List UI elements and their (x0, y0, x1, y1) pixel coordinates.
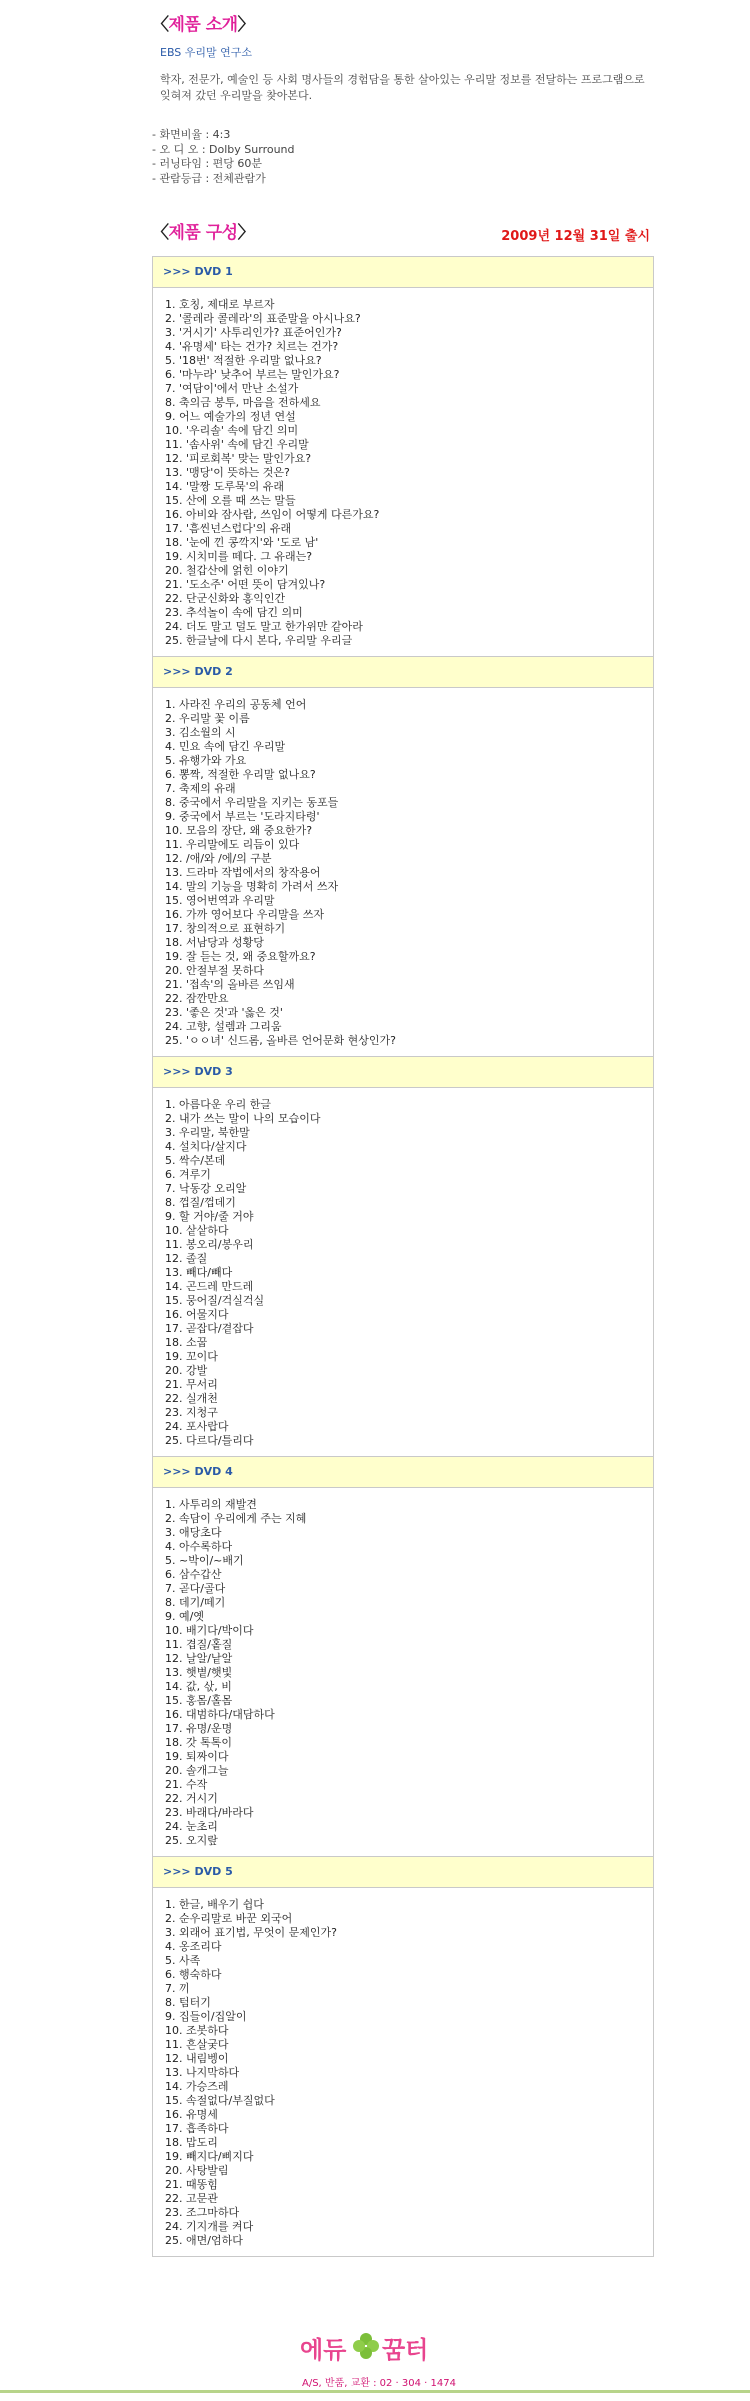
producer-name: EBS 우리말 연구소 (160, 46, 253, 59)
episode-list (153, 688, 653, 1056)
list-item: 6. 뽕짝, 적절한 우리말 없나요? (165, 768, 316, 781)
list-item: 23. 지청구 (165, 1406, 218, 1419)
list-item: 23. '좋은 것'과 '옳은 것' (165, 1006, 283, 1019)
edukkumteo-logo (296, 2328, 456, 2368)
list-item: 8. 축의금 봉투, 마음을 전하세요 (165, 396, 321, 409)
list-item: 24. 눈초리 (165, 1820, 218, 1833)
dvd-section (152, 256, 654, 657)
list-item: 25. 한글날에 다시 본다, 우리말 우리글 (165, 634, 353, 647)
list-item: 8. 텀터기 (165, 1996, 211, 2009)
list-item: 16. 아비와 잠사람, 쓰임이 어떻게 다른가요? (165, 508, 380, 521)
list-item: 11. 겹질/홑질 (165, 1638, 233, 1651)
list-item: 1. 아름다운 우리 한글 (165, 1098, 271, 1111)
list-item: 8. 껍질/껍데기 (165, 1196, 236, 1209)
logo-text-left: 에듀 (300, 2336, 347, 2364)
list-item: 10. '우리솔' 속에 담긴 의미 (165, 424, 299, 437)
list-item: 14. '말짱 도루묵'의 유래 (165, 480, 285, 493)
list-item: 4. '유명세' 타는 건가? 치르는 건가? (165, 340, 339, 353)
list-item: 14. 값, 삯, 비 (165, 1680, 232, 1693)
list-item: 10. 배기다/박이다 (165, 1624, 254, 1637)
list-item: 6. 겨루기 (165, 1168, 211, 1181)
list-item: 20. 사탕발림 (165, 2164, 229, 2177)
dvd-heading: >>> DVD 1 (153, 257, 653, 288)
list-item: 7. 낙동강 오리알 (165, 1182, 247, 1195)
list-item: 15. 산에 오를 때 쓰는 말들 (165, 494, 296, 507)
list-item: 6. 행숙하다 (165, 1968, 222, 1981)
list-item: 20. 솔개그늘 (165, 1764, 229, 1777)
dvd-heading: >>> DVD 4 (153, 1457, 653, 1488)
list-item: 7. 끼 (165, 1982, 190, 1995)
intro-title: 〈제품 소개〉 (152, 15, 255, 35)
list-item: 1. 한글, 배우기 쉽다 (165, 1898, 264, 1911)
spec-aspect-ratio: - 화면비율 : 4:3 (152, 128, 231, 141)
list-item: 3. 우리말, 북한말 (165, 1126, 250, 1139)
list-item: 15. 속절없다/부질없다 (165, 2094, 275, 2107)
list-item: 22. 단군신화와 홍익인간 (165, 592, 286, 605)
list-item: 9. 할 거야/줄 거야 (165, 1210, 254, 1223)
list-item: 22. 고문관 (165, 2192, 218, 2205)
list-item: 20. 안절부절 못하다 (165, 964, 264, 977)
list-item: 18. '눈에 낀 콩깍지'와 '도로 남' (165, 536, 319, 549)
bracket-right-icon: 〉 (237, 223, 255, 243)
list-item: 16. 대범하다/대담하다 (165, 1708, 275, 1721)
clover-icon (353, 2333, 379, 2359)
spec-running-time: - 러닝타임 : 편당 60분 (152, 157, 263, 170)
list-item: 2. 순우리말로 바꾼 외국어 (165, 1912, 293, 1925)
list-item: 6. 삼수갑산 (165, 1568, 222, 1581)
list-item: 22. 거시기 (165, 1792, 218, 1805)
list-item: 3. '거시기' 사투리인가? 표준어인가? (165, 326, 342, 339)
bracket-right-icon: 〉 (237, 15, 255, 35)
footer-contact: A/S, 반품, 교환 : 02 · 304 · 1474 (302, 2378, 456, 2389)
list-item: 16. 유명세 (165, 2108, 218, 2121)
list-item: 12. '피로회복' 맞는 말인가요? (165, 452, 312, 465)
list-item: 25. 다르다/틀리다 (165, 1434, 254, 1447)
list-item: 24. 고향, 설렘과 그리움 (165, 1020, 282, 1033)
list-item: 5. 싹수/본데 (165, 1154, 226, 1167)
dvd-section (152, 1857, 654, 2257)
list-item: 10. 모음의 장단, 왜 중요한가? (165, 824, 313, 837)
spec-list (152, 128, 295, 186)
list-item: 14. 말의 기능을 명확히 가려서 쓰자 (165, 880, 339, 893)
dvd-section (152, 1057, 654, 1457)
list-item: 11. 흔살궂다 (165, 2038, 229, 2051)
list-item: 5. 사족 (165, 1954, 201, 1967)
list-item: 13. 드라마 작법에서의 창작용어 (165, 866, 321, 879)
spec-audio: - 오 디 오 : Dolby Surround (152, 142, 295, 156)
dvd-heading: >>> DVD 2 (153, 657, 653, 688)
list-item: 3. 외래어 표기법, 무엇이 문제인가? (165, 1926, 337, 1939)
list-item: 24. 포사랍다 (165, 1420, 229, 1433)
list-item: 15. 홍몸/홀몸 (165, 1694, 233, 1707)
list-item: 9. 중국에서 부르는 '도라지타령' (165, 810, 320, 823)
list-item: 14. 가승즈레 (165, 2080, 229, 2093)
logo-text-right: 꿈터 (382, 2336, 429, 2364)
list-item: 18. 갓 톡톡이 (165, 1736, 232, 1749)
list-item: 4. 아수록하다 (165, 1540, 233, 1553)
list-item: 10. 샅샅하다 (165, 1224, 229, 1237)
list-item: 8. 중국에서 우리말을 지키는 동포들 (165, 796, 339, 809)
list-item: 21. '접속'의 올바른 쓰임새 (165, 978, 295, 991)
composition-title: 〈제품 구성〉 (152, 223, 255, 243)
spec-rating: - 관람등급 : 전체관람가 (152, 171, 266, 185)
list-item: 17. 창의적으로 표현하기 (165, 922, 286, 935)
list-item: 12. 내림벵이 (165, 2052, 229, 2065)
list-item: 18. 맙도리 (165, 2136, 218, 2149)
list-item: 1. 사라진 우리의 공동체 언어 (165, 698, 307, 711)
list-item: 3. 애당초다 (165, 1526, 222, 1539)
list-item: 19. 시치미를 떼다. 그 유래는? (165, 550, 313, 563)
list-item: 2. 내가 쓰는 말이 나의 모습이다 (165, 1112, 321, 1125)
bracket-left-icon: 〈 (152, 223, 169, 243)
list-item: 8. 데기/떼기 (165, 1596, 226, 1609)
list-item: 25. 'ㅇㅇ녀' 신드롬, 올바른 언어문화 현상인가? (165, 1034, 396, 1047)
list-item: 7. 축제의 유래 (165, 782, 236, 795)
list-item: 21. 수작 (165, 1778, 208, 1791)
list-item: 11. '솜사위' 속에 담긴 우리말 (165, 438, 309, 451)
list-item: 20. 철갑산에 얽힌 이야기 (165, 564, 289, 577)
list-item: 13. 빼다/빼다 (165, 1266, 233, 1279)
list-item: 12. 날알/낱알 (165, 1652, 233, 1665)
list-item: 19. 퇴짜이다 (165, 1750, 229, 1763)
list-item: 25. 애면/엄하다 (165, 2234, 243, 2247)
list-item: 13. 나지막하다 (165, 2066, 240, 2079)
list-item: 21. 무서리 (165, 1378, 218, 1391)
episode-list (153, 1488, 653, 1856)
list-item: 4. 민요 속에 담긴 우리말 (165, 740, 286, 753)
list-item: 11. 봉오리/봉우리 (165, 1238, 254, 1251)
list-item: 13. '맹당'이 뜻하는 것은? (165, 466, 290, 479)
list-item: 6. '마누라' 낮추어 부르는 말인가요? (165, 368, 340, 381)
list-item: 13. 햇볕/햇빛 (165, 1666, 233, 1679)
list-item: 11. 우리말에도 리듬이 있다 (165, 838, 300, 851)
list-item: 12. /애/와 /에/의 구분 (165, 852, 272, 865)
list-item: 24. 기지개를 켜다 (165, 2220, 254, 2233)
list-item: 1. 사투리의 재발견 (165, 1498, 257, 1511)
list-item: 22. 잠깐만요 (165, 992, 229, 1005)
dvd-list-container (152, 256, 654, 2257)
list-item: 23. 바래다/바라다 (165, 1806, 254, 1819)
list-item: 23. 조그마하다 (165, 2206, 240, 2219)
list-item: 15. 뭉어질/걱실걱실 (165, 1294, 265, 1307)
list-item: 21. 때똥힘 (165, 2178, 218, 2191)
list-item: 1. 호칭, 제대로 부르자 (165, 298, 275, 311)
list-item: 9. 어느 예술가의 정년 연설 (165, 410, 296, 423)
list-item: 3. 김소월의 시 (165, 726, 236, 739)
list-item: 17. '흠씬넌스럽다'의 유래 (165, 522, 292, 535)
bracket-left-icon: 〈 (152, 15, 169, 35)
list-item: 19. 잘 듣는 것, 왜 중요할까요? (165, 950, 316, 963)
list-item: 9. 집들이/집알이 (165, 2010, 247, 2023)
list-item: 5. 유행가와 가요 (165, 754, 247, 767)
list-item: 4. 옹조리다 (165, 1940, 222, 1953)
dvd-heading: >>> DVD 3 (153, 1057, 653, 1088)
list-item: 2. 속담이 우리에게 주는 지혜 (165, 1512, 307, 1525)
dvd-section (152, 1457, 654, 1857)
list-item: 7. '여담이'에서 만난 소설가 (165, 382, 299, 395)
episode-list (153, 1088, 653, 1456)
list-item: 18. 서남당과 성황당 (165, 936, 264, 949)
list-item: 10. 조봇하다 (165, 2024, 229, 2037)
list-item: 25. 오지랖 (165, 1834, 218, 1847)
list-item: 17. 흡족하다 (165, 2122, 229, 2135)
list-item: 16. 어물지다 (165, 1308, 229, 1321)
list-item: 22. 실개천 (165, 1392, 218, 1405)
intro-description: 학자, 전문가, 예술인 등 사회 명사들의 경험담을 통한 살아있는 우리말 정보를 전달하는 프로그램으로 잊혀져 갔던 우리말을 찾아본다. (160, 73, 645, 102)
list-item: 17. 유명/운명 (165, 1722, 233, 1735)
episode-list (153, 288, 653, 656)
episode-list (153, 1888, 653, 2256)
list-item: 5. '18번' 적절한 우리말 없나요? (165, 354, 322, 367)
list-item: 18. 소꿉 (165, 1336, 208, 1349)
list-item: 2. '콜레라 콜레라'의 표준말을 아시나요? (165, 312, 361, 325)
list-item: 17. 곧잡다/곁잡다 (165, 1322, 254, 1335)
list-item: 9. 예/옛 (165, 1610, 204, 1623)
release-date: 2009년 12월 31일 출시 (501, 229, 650, 244)
list-item: 24. 더도 말고 덜도 말고 한가위만 같아라 (165, 620, 363, 633)
list-item: 7. 곧다/골다 (165, 1582, 226, 1595)
dvd-section (152, 657, 654, 1057)
list-item: 19. 꼬이다 (165, 1350, 218, 1363)
list-item: 19. 빼지다/삐지다 (165, 2150, 254, 2163)
list-item: 20. 강발 (165, 1364, 208, 1377)
list-item: 5. ~박이/~배기 (165, 1554, 244, 1567)
dvd-heading: >>> DVD 5 (153, 1857, 653, 1888)
list-item: 16. 가까 영어보다 우리말을 쓰자 (165, 908, 324, 921)
bottom-divider (0, 2390, 750, 2393)
list-item: 2. 우리말 꽃 이름 (165, 712, 250, 725)
list-item: 12. 졸질 (165, 1252, 208, 1265)
list-item: 23. 추석놀이 속에 담긴 의미 (165, 606, 303, 619)
list-item: 4. 설치다/살지다 (165, 1140, 247, 1153)
list-item: 15. 영어번역과 우리말 (165, 894, 275, 907)
list-item: 14. 곤드레 만드레 (165, 1280, 254, 1293)
list-item: 21. '도소주' 어떤 뜻이 담겨있나? (165, 578, 326, 591)
